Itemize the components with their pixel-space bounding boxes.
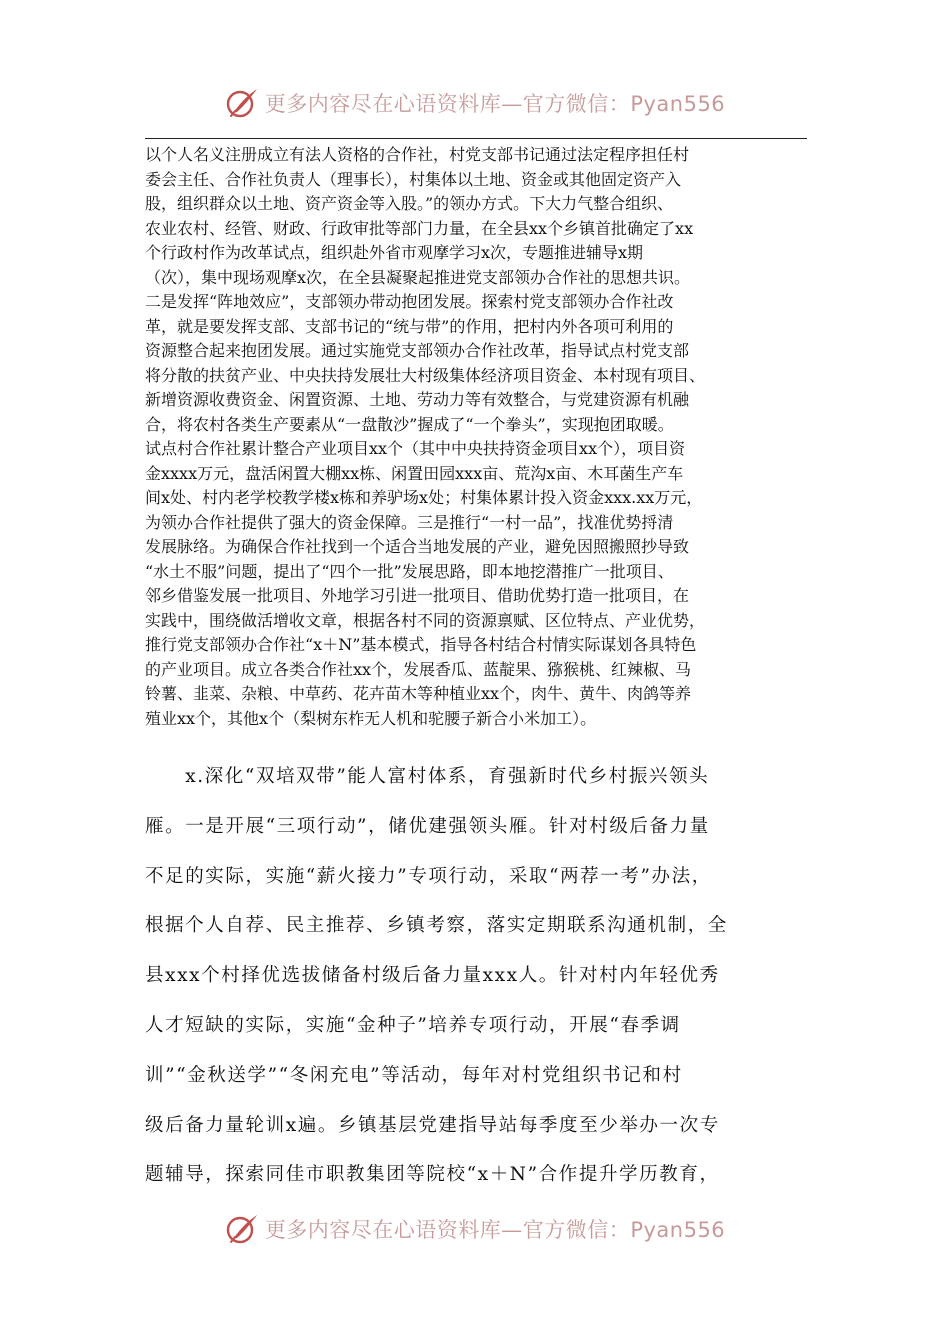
text-line: 训”“金秋送学”“冬闲充电”等活动，每年对村党组织书记和村 bbox=[145, 1064, 683, 1086]
text-line: 间x处、村内老学校教学楼x栋和养驴场x处；村集体累计投入资金xxx.xx万元， bbox=[145, 488, 703, 507]
body-text-dense bbox=[145, 143, 809, 731]
header-divider bbox=[145, 138, 807, 139]
text-line: x.深化“双培双带”能人富村体系，育强新时代乡村振兴领头 bbox=[145, 766, 710, 787]
text-line: 革，就是要发挥支部、支部书记的“统与带”的作用，把村内外各项可利用的 bbox=[145, 316, 674, 336]
text-line: （次），集中现场观摩x次，在全县凝聚起推进党支部领办合作社的思想共识。 bbox=[145, 267, 691, 287]
text-line: 雁。一是开展“三项行动”，储优建强领头雁。针对村级后备力量 bbox=[145, 815, 710, 837]
text-line: 将分散的扶贫产业、中央扶持发展壮大村级集体经济项目资金、本村现有项目、 bbox=[145, 365, 706, 385]
text-line: 二是发挥“阵地效应”，支部领办带动抱团发展。探索村党支部领办合作社改 bbox=[145, 292, 674, 311]
text-line: 邻乡借鉴发展一批项目、外地学习引进一批项目、借助优势打造一批项目，在 bbox=[145, 586, 690, 605]
footer-watermark bbox=[0, 1209, 950, 1249]
text-line: 农业农村、经管、财政、行政审批等部门力量，在全县xx个乡镇首批确定了xx bbox=[145, 218, 694, 238]
watermark-text: 更多内容尽在心语资料库—官方微信：Pyan556 bbox=[264, 1218, 726, 1242]
text-line: 以个人名义注册成立有法人资格的合作社，村党支部书记通过法定程序担任村 bbox=[145, 145, 690, 164]
text-line: 资源整合起来抱团发展。通过实施党支部领办合作社改革，指导试点村党支部 bbox=[145, 341, 690, 360]
text-line: “水土不服”问题，提出了“四个一批”发展思路，即本地挖潜推广一批项目、 bbox=[145, 561, 674, 581]
text-line: 金xxxx万元，盘活闲置大棚xx栋、闲置田园xxx亩、荒沟x亩、木耳菌生产车 bbox=[145, 463, 684, 483]
text-line: 级后备力量轮训x遍。乡镇基层党建指导站每季度至少举办一次专 bbox=[145, 1114, 720, 1136]
text-line: 的产业项目。成立各类合作社xx个，发展香瓜、蓝靛果、猕猴桃、红辣椒、马 bbox=[145, 659, 692, 679]
text-line: 题辅导，探索同佳市职教集团等院校“x＋N”合作提升学历教育， bbox=[145, 1164, 720, 1186]
text-line: 不足的实际，实施“薪火接力”专项行动，采取“两荐一考”办法， bbox=[145, 865, 712, 887]
text-line: 实践中，围绕做活增收文章，根据各村不同的资源禀赋、区位特点、产业优势， bbox=[145, 610, 706, 630]
text-line: 新增资源收费资金、闲置资源、土地、劳动力等有效整合，与党建资源有机融 bbox=[145, 390, 690, 409]
text-line: 推行党支部领办合作社“x＋N”基本模式，指导各村结合村情实际谋划各具特色 bbox=[145, 635, 697, 654]
header-watermark bbox=[0, 83, 950, 123]
wechat-id: Pyan556 bbox=[630, 92, 726, 116]
text-line: 试点村合作社累计整合产业项目xx个（其中中央扶持资金项目xx个），项目资 bbox=[145, 439, 686, 458]
text-line: 人才短缺的实际，实施“金种子”培养专项行动，开展“春季调 bbox=[145, 1014, 681, 1036]
text-line: 发展脉络。为确保合作社找到一个适合当地发展的产业，避免因照搬照抄导致 bbox=[145, 537, 690, 556]
quill-logo-icon bbox=[225, 1211, 261, 1247]
quill-logo-icon bbox=[225, 85, 261, 121]
text-line: 个行政村作为改革试点，组织赴外省市观摩学习x次，专题推进辅导x期 bbox=[145, 243, 644, 262]
body-text-spaced bbox=[145, 752, 809, 1200]
text-line: 股，组织群众以土地、资产资金等入股。”的领办方式。下大力气整合组织、 bbox=[145, 194, 674, 213]
text-line: 为领办合作社提供了强大的资金保障。三是推行“一村一品”，找准优势捋清 bbox=[145, 512, 674, 532]
text-line: 合，将农村各类生产要素从“一盘散沙”握成了“一个拳头”，实现抱团取暖。 bbox=[145, 414, 674, 434]
text-line: 根据个人自荐、民主推荐、乡镇考察，落实定期联系沟通机制，全 bbox=[145, 915, 728, 937]
wechat-id: Pyan556 bbox=[630, 1218, 726, 1242]
watermark-text: 更多内容尽在心语资料库—官方微信：Pyan556 bbox=[264, 92, 726, 116]
text-line: 铃薯、韭菜、杂粮、中草药、花卉苗木等种植业xx个，肉牛、黄牛、肉鸽等养 bbox=[145, 684, 692, 703]
text-line: 殖业xx个，其他x个（梨树东柞无人机和驼腰子新合小米加工）。 bbox=[145, 708, 597, 728]
text-line: 县xxx个村择优选拔储备村级后备力量xxx人。针对村内年轻优秀 bbox=[145, 965, 720, 987]
text-line: 委会主任、合作社负责人（理事长），村集体以土地、资金或其他固定资产入 bbox=[145, 169, 682, 189]
